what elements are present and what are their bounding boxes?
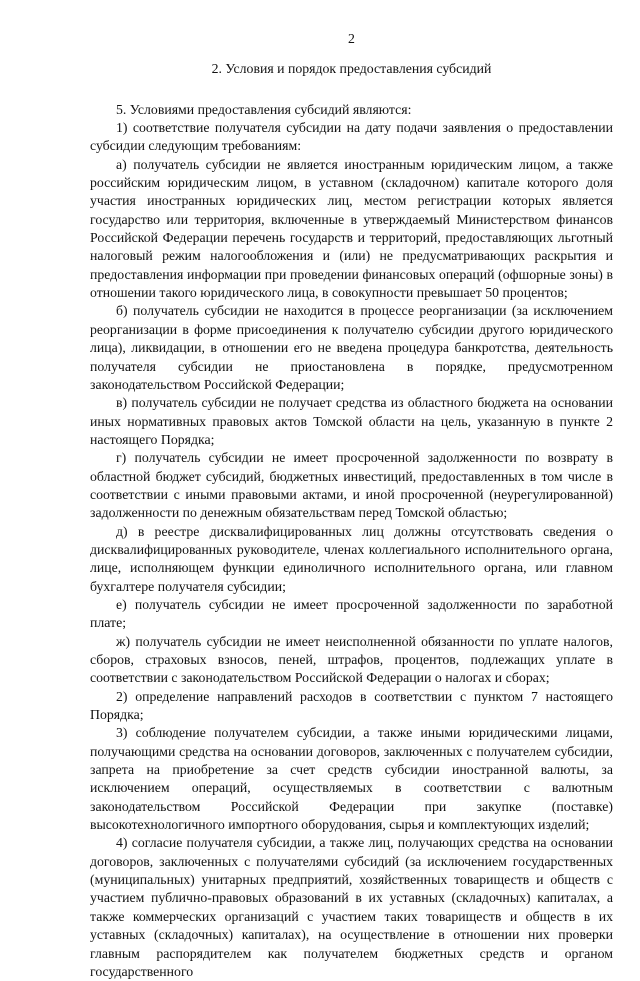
paragraph-item-4: 4) согласие получателя субсидии, а также лиц, получающих средства на основании договоров, заключенных с получателями субсидий (за исключением государственных (муниципальных) унитарных предприятий, хозяйственных товариществ и обществ с участием публично-правовых образований в их уставных (складочных) капиталах, а также коммерческих организаций с участием таких товариществ и обществ в их уставных (складочных) капиталах), на осуществление в отношении них проверки главным распорядителем как получателем бюджетных средств и органом государственного	[90, 835, 613, 979]
paragraph-clause-5: 5. Условиями предоставления субсидий являются:	[116, 101, 412, 117]
paragraph-item-1: 1) соответствие получателя субсидии на дату подачи заявления о предоставлении субсидии следующим требованиям:	[90, 120, 613, 154]
paragraph-subitem-a: а) получатель субсидии не является иностранным юридическим лицом, а также российским юридическим лицом, в уставном (складочном) капитале которого доля участия иностранных юридических лиц, местом регистрации которых является государство или территория, включенные в утверждаемый Министерством финансов Российской Федерации перечень государств и территорий, предоставляющих льготный налоговый режим налогообложения и (или) не предусматривающих раскрытия и предоставления информации при проведении финансовых операций (офшорные зоны) в отношении такого юридического лица, в совокупности превышает 50 процентов;	[90, 156, 613, 301]
paragraph-subitem-v: в) получатель субсидии не получает средства из областного бюджета на основании иных нормативных правовых актов Томской области на цель, указанную в пункте 2 настоящего Порядка;	[90, 395, 613, 447]
paragraph-subitem-b: б) получатель субсидии не находится в процессе реорганизации (за исключением реорганизации в форме присоединения к получателю субсидии другого юридического лица), ликвидации, в отношении его не введена процедура банкротства, деятельность получателя субсидии не приостановлена в порядке, предусмотренном законодательством Российской Федерации;	[90, 303, 613, 392]
section-title: 2. Условия и порядок предоставления субсидий	[211, 61, 492, 77]
paragraph-item-2: 2) определение направлений расходов в соответствии с пунктом 7 настоящего Порядка;	[90, 688, 613, 723]
paragraph-subitem-g: г) получатель субсидии не имеет просроченной задолженности по возврату в областной бюджет субсидий, бюджетных инвестиций, предоставленных в том числе в соответствии с иными правовыми актами, и иной просроченной (неурегулированной) задолженности по денежным обязательствам перед Томской областью;	[90, 450, 613, 521]
page-number: 2	[348, 31, 355, 46]
paragraph-subitem-zh: ж) получатель субсидии не имеет неисполненной обязанности по уплате налогов, сборов, страховых взносов, пеней, штрафов, процентов, подлежащих уплате в соответствии с законодательством Российской Федерации о налогах и сборах;	[90, 633, 613, 686]
paragraph-subitem-d: д) в реестре дисквалифицированных лиц должны отсутствовать сведения о дисквалифицированных руководителе, членах коллегиального исполнительного органа, лице, исполняющем функции единоличного исполнительного органа, или главном бухгалтере получателя субсидии;	[90, 523, 613, 594]
paragraph-subitem-e: е) получатель субсидии не имеет просроченной задолженности по заработной плате;	[90, 596, 613, 631]
paragraph-item-3: 3) соблюдение получателем субсидии, а также иными юридическими лицами, получающими средства на основании договоров, заключенных с получателем субсидии, запрета на приобретение за счет средств субсидии иностранной валюты, за исключением операций, осуществляемых в соответствии с валютным законодательством Российской Федерации при закупке (поставке) высокотехнологичного импортного оборудования, сырья и комплектующих изделий;	[90, 725, 613, 833]
